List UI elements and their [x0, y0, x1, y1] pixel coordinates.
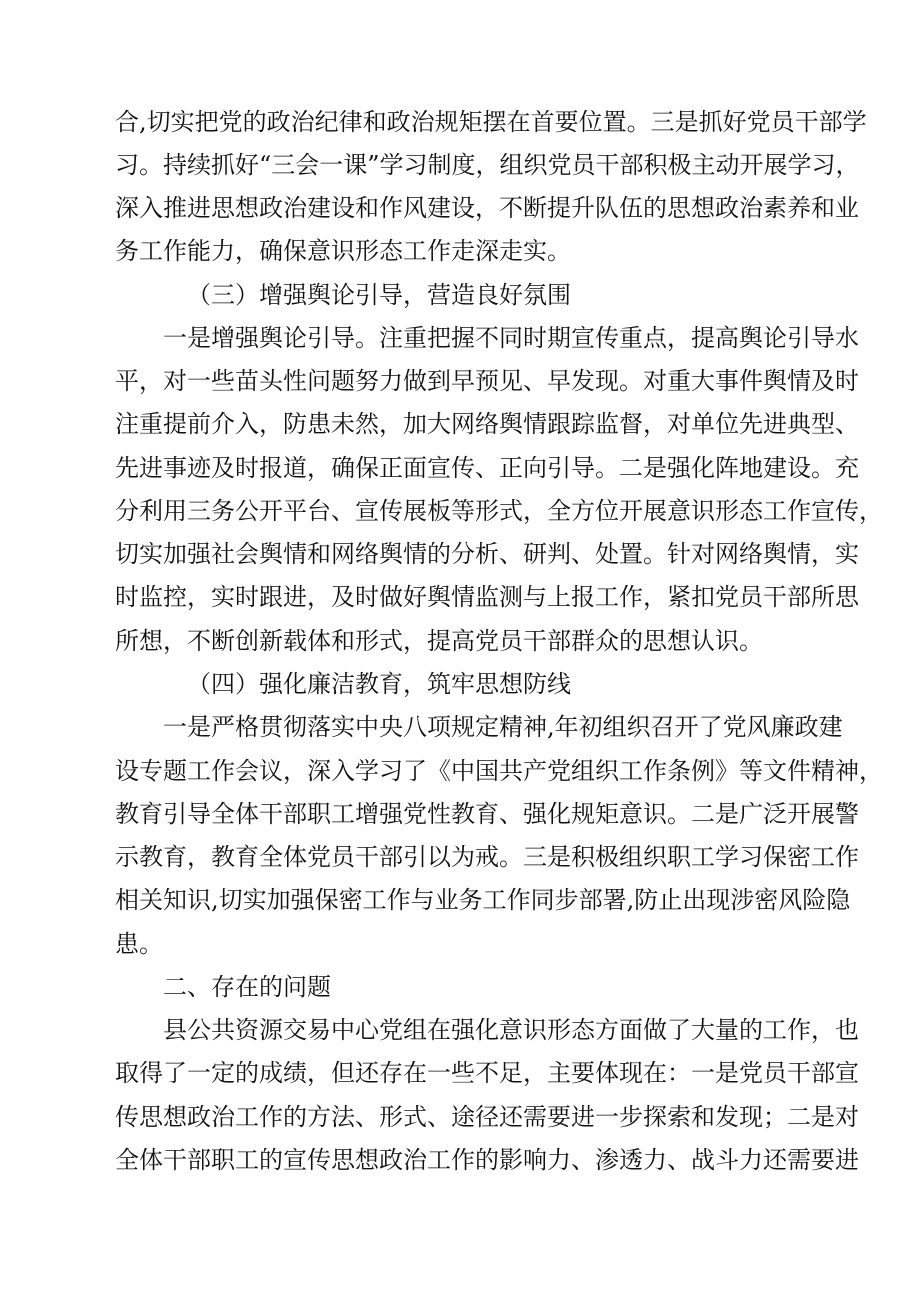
- section-heading: 二、存在的问题: [163, 973, 331, 1001]
- subsection-heading: （四）强化廉洁教育，筑牢思想防线: [187, 670, 571, 698]
- paragraph-first-line: 一是增强舆论引导。注重把握不同时期宣传重点，提高舆论引导水: [163, 324, 859, 352]
- text-line: 习。持续抓好“三会一课”学习制度，组织党员干部积极主动开展学习，: [115, 151, 860, 179]
- text-line: 传思想政治工作的方法、形式、途径还需要进一步探索和发现；二是对: [115, 1103, 859, 1131]
- text-line: 设专题工作会议，深入学习了《中国共产党组织工作条例》等文件精神，: [115, 757, 883, 785]
- text-line: 注重提前介入，防患未然，加大网络舆情跟踪监督，对单位先进典型、: [115, 410, 859, 438]
- text-line: 示教育，教育全体党员干部引以为戒。三是积极组织职工学习保密工作: [115, 843, 859, 871]
- text-line: 合,切实把党的政治纪律和政治规矩摆在首要位置。三是抓好党员干部学: [115, 108, 867, 136]
- subsection-heading: （三）增强舆论引导，营造良好氛围: [187, 281, 571, 309]
- text-line: 所想，不断创新载体和形式，提高党员干部群众的思想认识。: [115, 627, 763, 655]
- text-line: 教育引导全体干部职工增强党性教育、强化规矩意识。二是广泛开展警: [115, 800, 859, 828]
- text-line: 切实加强社会舆情和网络舆情的分析、研判、处置。针对网络舆情，实: [115, 540, 859, 568]
- text-line: 分利用三务公开平台、宣传展板等形式，全方位开展意识形态工作宣传，: [115, 497, 883, 525]
- text-line: 全体干部职工的宣传思想政治工作的影响力、渗透力、战斗力还需要进: [115, 1146, 859, 1174]
- text-line: 患。: [115, 930, 163, 958]
- text-line: 平，对一些苗头性问题努力做到早预见、早发现。对重大事件舆情及时: [115, 367, 859, 395]
- text-line: 务工作能力，确保意识形态工作走深走实。: [115, 237, 571, 265]
- text-line: 相关知识,切实加强保密工作与业务工作同步部署,防止出现涉密风险隐: [115, 886, 851, 914]
- text-line: 先进事迹及时报道，确保正面宣传、正向引导。二是强化阵地建设。充: [115, 454, 859, 482]
- paragraph-first-line: 县公共资源交易中心党组在强化意识形态方面做了大量的工作，也: [163, 1016, 859, 1044]
- paragraph-first-line: 一是严格贯彻落实中央八项规定精神,年初组织召开了党风廉政建: [163, 713, 843, 741]
- text-line: 取得了一定的成绩，但还存在一些不足，主要体现在：一是党员干部宣: [115, 1059, 859, 1087]
- text-line: 时监控，实时跟进，及时做好舆情监测与上报工作，紧扣党员干部所思: [115, 583, 859, 611]
- text-line: 深入推进思想政治建设和作风建设，不断提升队伍的思想政治素养和业: [115, 194, 859, 222]
